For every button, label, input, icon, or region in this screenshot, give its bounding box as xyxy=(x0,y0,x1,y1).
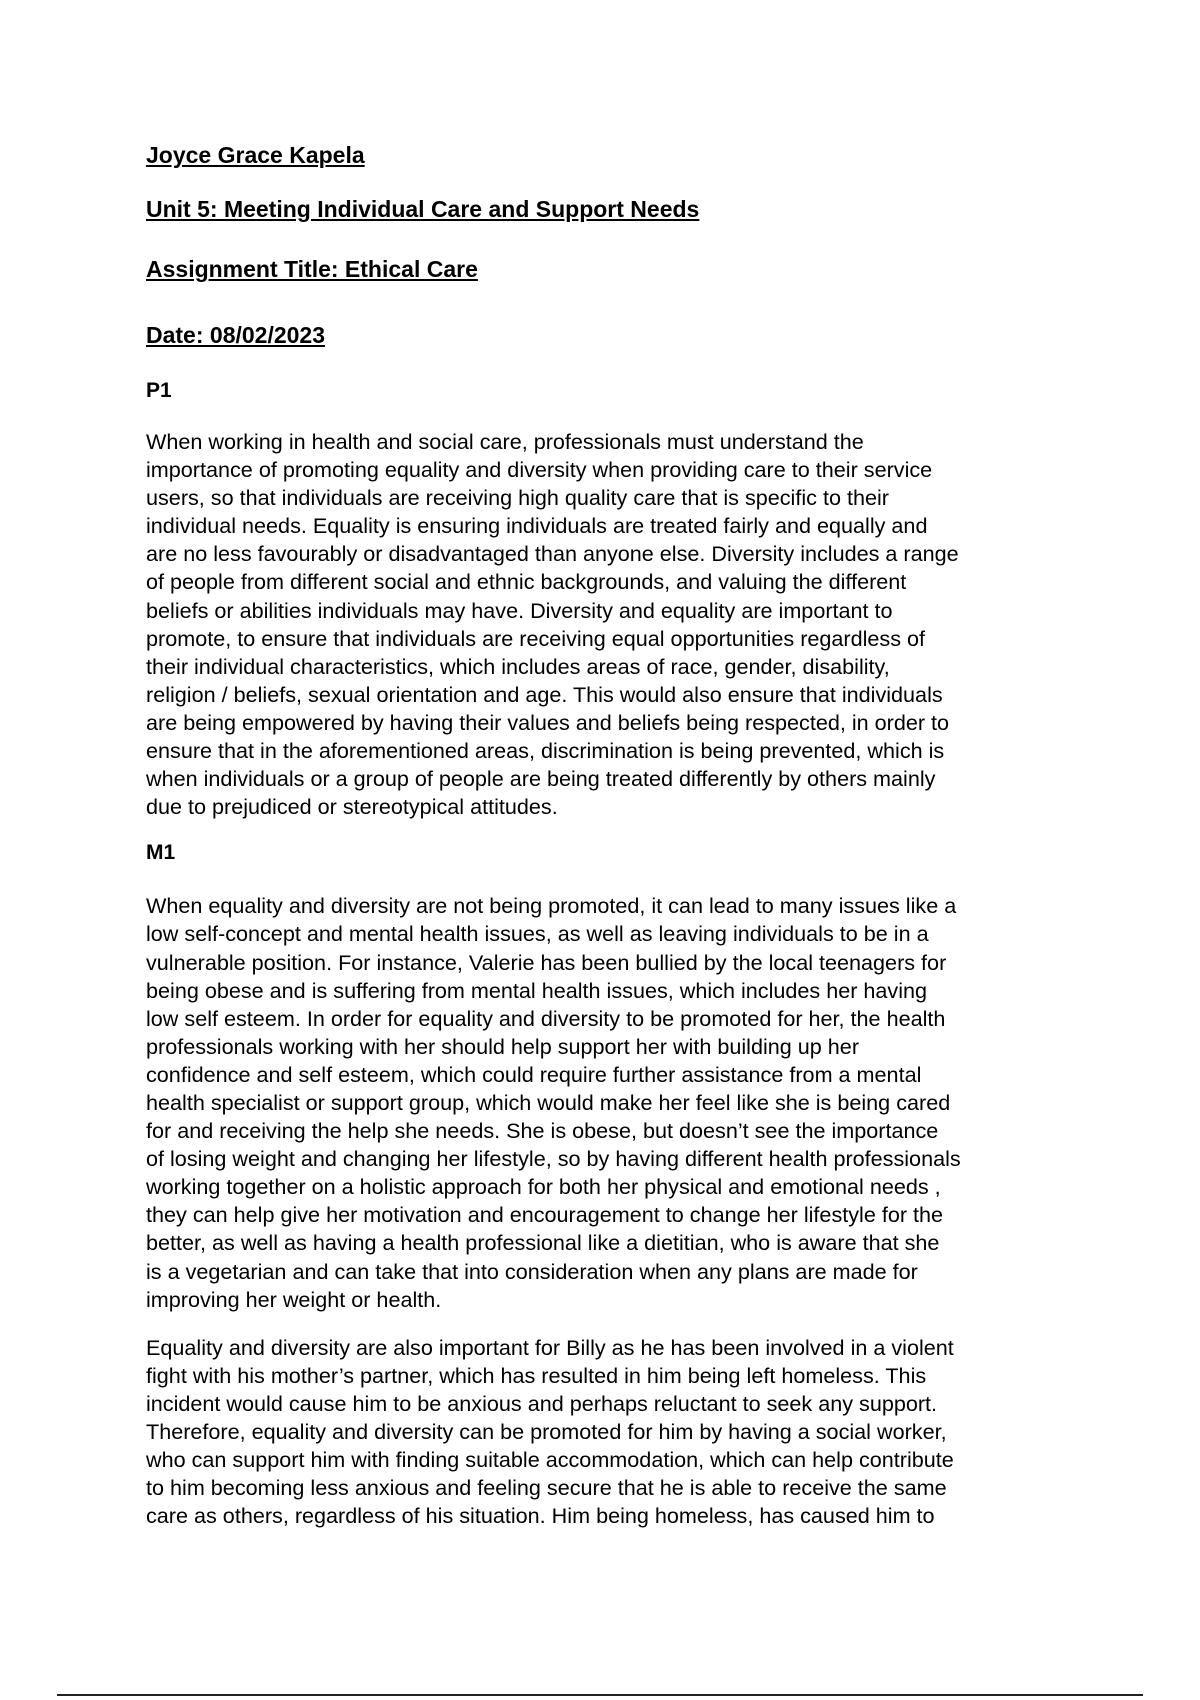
text-line: ensure that in the aforementioned areas, discrimination is being prevented, which is xyxy=(146,738,945,764)
text-line: care as others, regardless of his situation. Him being homeless, has caused him to xyxy=(146,1503,935,1529)
document-page xyxy=(146,140,1076,1530)
text-line: users, so that individuals are receiving high quality care that is specific to their xyxy=(146,485,889,511)
text-line: vulnerable position. For instance, Valerie has been bullied by the local teenagers for xyxy=(146,949,947,975)
section-label-p1: P1 xyxy=(146,379,172,402)
text-line: when individuals or a group of people are being treated differently by others mainly xyxy=(146,766,936,792)
section-label-m1: M1 xyxy=(146,841,176,865)
paragraph-m1-billy xyxy=(146,1334,1076,1531)
assignment-date: Date: 08/02/2023 xyxy=(146,322,326,348)
text-line: being obese and is suffering from mental health issues, which includes her having xyxy=(146,977,928,1003)
text-line: When working in health and social care, professionals must understand the xyxy=(146,429,864,454)
text-line: incident would cause him to be anxious and perhaps reluctant to seek any support. xyxy=(146,1390,938,1416)
text-line: professionals working with her should help support her with building up her xyxy=(146,1033,860,1059)
text-line: who can support him with finding suitable accommodation, which can help contribute xyxy=(146,1447,954,1473)
text-line: due to prejudiced or stereotypical attitudes. xyxy=(146,794,558,820)
text-line: fight with his mother’s partner, which has resulted in him being left homeless. This xyxy=(146,1362,927,1388)
text-line: beliefs or abilities individuals may have. Diversity and equality are important to xyxy=(146,597,893,623)
author-name: Joyce Grace Kapela xyxy=(146,142,365,168)
text-line: promote, to ensure that individuals are receiving equal opportunities regardless of xyxy=(146,625,926,651)
text-line: is a vegetarian and can take that into consideration when any plans are made for xyxy=(146,1258,918,1284)
text-line: their individual characteristics, which includes areas of race, gender, disability, xyxy=(146,653,890,679)
text-line: to him becoming less anxious and feeling secure that he is able to receive the same xyxy=(146,1475,947,1501)
text-line: religion / beliefs, sexual orientation and age. This would also ensure that individuals xyxy=(146,681,943,707)
text-line: better, as well as having a health professional like a dietitian, who is aware that she xyxy=(146,1230,940,1256)
text-line: are being empowered by having their values and beliefs being respected, in order to xyxy=(146,709,950,735)
text-line: When equality and diversity are not being promoted, it can lead to many issues like a xyxy=(146,893,957,919)
text-line: of losing weight and changing her lifestyle, so by having different health professionals xyxy=(146,1146,961,1172)
text-line: they can help give her motivation and encouragement to change her lifestyle for the xyxy=(146,1202,944,1228)
text-line: for and receiving the help she needs. She is obese, but doesn’t see the importance xyxy=(146,1118,939,1144)
text-line: individual needs. Equality is ensuring individuals are treated fairly and equally and xyxy=(146,513,928,539)
page-bottom-rule xyxy=(57,1694,1143,1696)
unit-title: Unit 5: Meeting Individual Care and Support Needs xyxy=(146,196,700,222)
text-line: are no less favourably or disadvantaged than anyone else. Diversity includes a range xyxy=(146,541,959,567)
text-line: importance of promoting equality and diversity when providing care to their service xyxy=(146,457,933,483)
paragraph-m1-valerie xyxy=(146,892,1076,1313)
paragraph-p1 xyxy=(146,428,1076,821)
assignment-title: Assignment Title: Ethical Care xyxy=(146,256,478,282)
text-line: health specialist or support group, which would make her feel like she is being cared xyxy=(146,1089,951,1115)
text-line: low self-concept and mental health issues, as well as leaving individuals to be in a xyxy=(146,921,929,947)
text-line: of people from different social and ethnic backgrounds, and valuing the different xyxy=(146,569,907,595)
text-line: Equality and diversity are also important for Billy as he has been involved in a violent xyxy=(146,1334,954,1360)
text-line: confidence and self esteem, which could require further assistance from a mental xyxy=(146,1061,922,1087)
text-line: improving her weight or health. xyxy=(146,1286,442,1312)
text-line: Therefore, equality and diversity can be promoted for him by having a social worker, xyxy=(146,1419,947,1444)
text-line: working together on a holistic approach for both her physical and emotional needs , xyxy=(146,1174,941,1200)
text-line: low self esteem. In order for equality and diversity to be promoted for her, the health xyxy=(146,1005,946,1031)
